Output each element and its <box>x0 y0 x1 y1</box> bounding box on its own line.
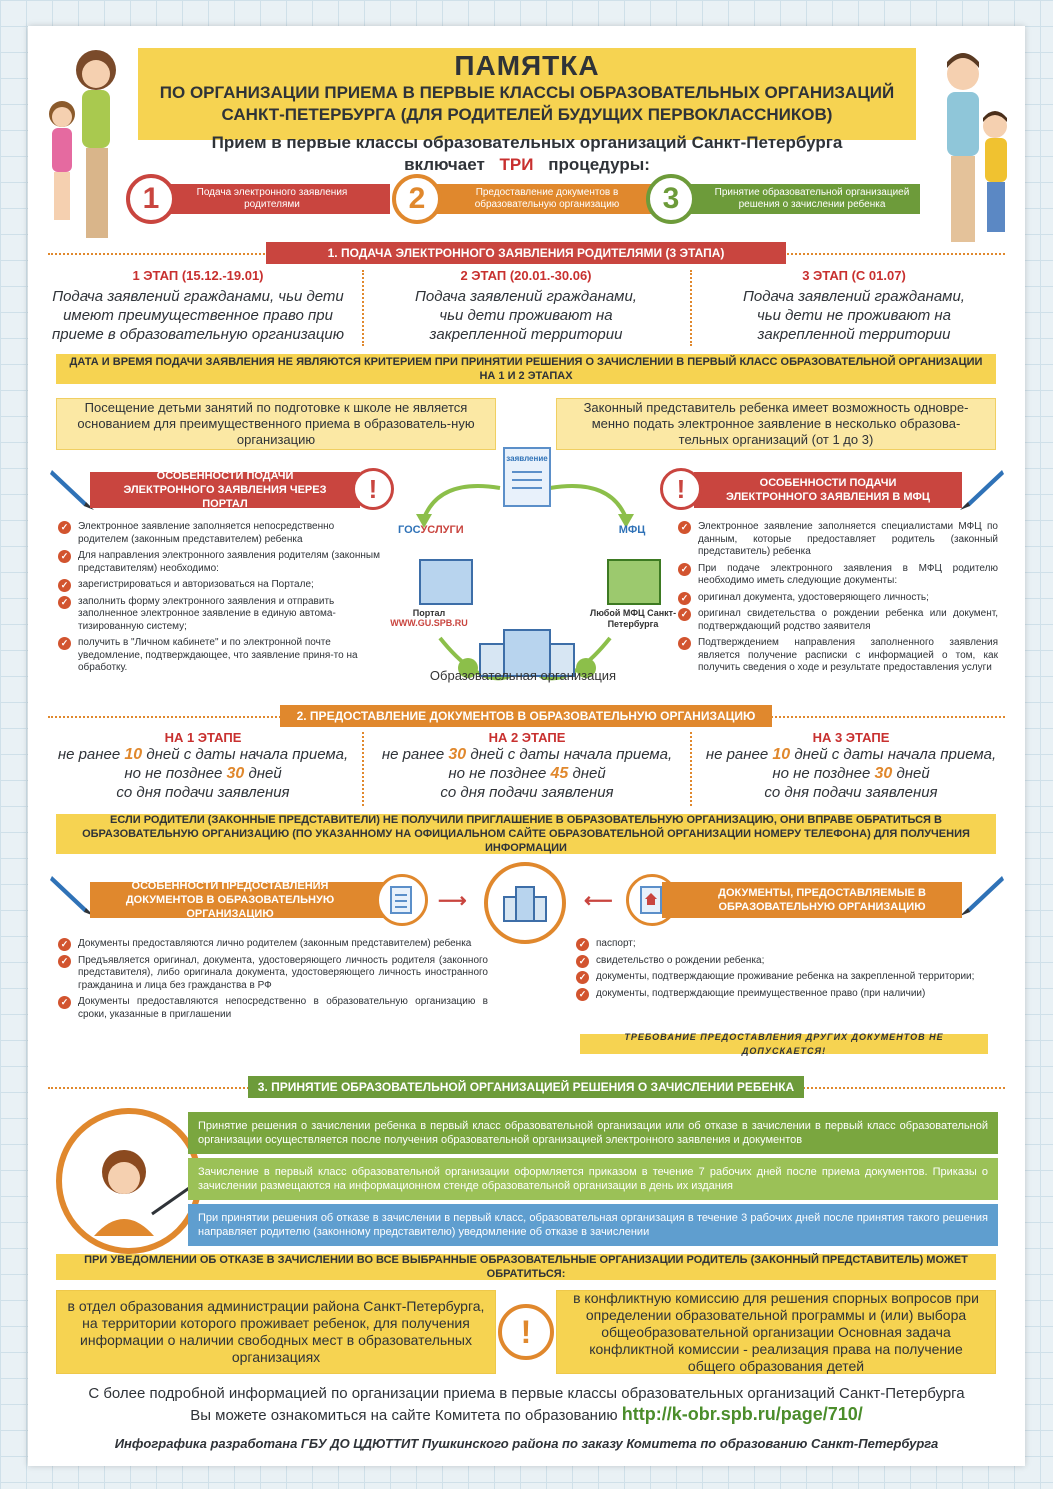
procedure-3-label: Принятие образовательной организацией решения о зачислении ребенка <box>714 187 910 210</box>
intro-includes: включает <box>404 155 485 174</box>
pen-icon <box>48 466 96 512</box>
section-1-title: 1. ПОДАЧА ЭЛЕКТРОННОГО ЗАЯВЛЕНИЯ РОДИТЕЛЯМИ (3 ЭТАПА) <box>266 242 786 264</box>
page-title: ПАМЯТКА <box>454 50 600 81</box>
mfc-label: Любой МФЦ Санкт-Петербурга <box>589 608 677 629</box>
section-2-stage-1-head: НА 1 ЭТАПЕ <box>164 730 242 745</box>
section-1-stage-1-text: Подача заявлений гражданами, чьи дети имеют преимущественное право при приеме в образовательную организацию <box>51 288 345 343</box>
intro-procedures: процедуры: <box>548 155 650 174</box>
section-1-stage-2-head: 2 ЭТАП (20.01.-30.06) <box>460 268 592 283</box>
gosuslugi-logo: ГОСУСЛУГИ <box>398 524 464 536</box>
pen-icon <box>958 872 1006 918</box>
section-2-stage-3-head: НА 3 ЭТАПЕ <box>812 730 890 745</box>
list-item: ✓ Предъявляется оригинал, документа, удостоверяющего личность родителя (законного представителя), либо оригинала документа, удостоверяющего личность иностранного гражданина и лица без гражданства в РФ <box>58 955 488 993</box>
footer-line-1: С более подробной информацией по организации приема в первые классы образовательных организаций Санкт-Петербурга <box>88 1385 965 1402</box>
poster <box>28 26 1025 1466</box>
arrow-left-icon: ⟵ <box>584 890 613 912</box>
document-icon <box>376 874 428 926</box>
footer-credit: Инфографика разработана ГБУ ДО ЦДЮТТИТ Пушкинского района по заказу Комитета по образованию Санкт-Петербурга <box>114 1436 939 1451</box>
application-doc-label: заявление <box>506 454 548 463</box>
intro-three: ТРИ <box>499 155 534 174</box>
divider <box>690 732 692 806</box>
father-son-illustration <box>923 40 1023 250</box>
list-item: ✓ Электронное заявление заполняется непосредственно родителем (законным представителем) ребенка <box>58 521 380 546</box>
section-1-notice: ДАТА И ВРЕМЯ ПОДАЧИ ЗАЯВЛЕНИЯ НЕ ЯВЛЯЮТСЯ КРИТЕРИЕМ ПРИ ПРИНЯТИИ РЕШЕНИЯ О ЗАЧИСЛЕНИИ В ПЕРВЫЙ КЛАСС ОБРАЗОВАТЕЛЬНОЙ ОРГАНИЗАЦИИ НА 1 И 2 ЭТАПАХ <box>56 354 996 384</box>
list-item: ✓ При подаче электронного заявления в МФЦ родителю необходимо иметь следующие документы: <box>678 563 998 588</box>
warning-icon: ! <box>498 1304 554 1360</box>
pen-icon <box>48 872 96 918</box>
section-2-stage-1: НА 1 ЭТАПЕ не ранее 10 дней с даты начала приема, но не позднее 30 дней со дня подачи заявления <box>48 730 358 802</box>
portal-label: Портал <box>412 608 446 618</box>
pen-icon <box>958 466 1006 512</box>
document-features-head: ОСОБЕННОСТИ ПРЕДОСТАВЛЕНИЯ ДОКУМЕНТОВ В ОБРАЗОВАТЕЛЬНУЮ ОРГАНИЗАЦИЮ <box>90 882 390 918</box>
warning-icon: ! <box>352 468 394 510</box>
portal-features-head: ОСОБЕННОСТИ ПОДАЧИ ЭЛЕКТРОННОГО ЗАЯВЛЕНИЯ ЧЕРЕЗ ПОРТАЛ <box>90 472 360 508</box>
committee-link[interactable]: http://k-obr.spb.ru/page/710/ <box>621 1404 863 1424</box>
divider <box>690 270 692 346</box>
procedure-3-bar <box>670 184 920 214</box>
document-features-list <box>58 938 488 1025</box>
list-item: ✓ Электронное заявление заполняется специалистами МФЦ по данным, которые предоставляет родитель (законный представитель) ребенка <box>678 521 998 559</box>
mother-daughter-illustration <box>34 40 134 250</box>
section-2-notice: ЕСЛИ РОДИТЕЛИ (ЗАКОННЫЕ ПРЕДСТАВИТЕЛИ) НЕ ПОЛУЧИЛИ ПРИГЛАШЕНИЕ В ОБРАЗОВАТЕЛЬНУЮ ОРГАНИЗАЦИЮ, ОНИ ВПРАВЕ ОБРАТИТЬСЯ В ОБРАЗОВАТЕЛЬНУЮ ОРГАНИЗАЦИЮ (ПО УКАЗАННОМУ НА ОФИЦИАЛЬНОМ САЙТЕ ОБРАЗОВАТЕЛЬНОЙ ОРГАНИЗАЦИИ НОМЕРУ ТЕЛЕФОНА) ДЛЯ ПОЛУЧЕНИЯ ИНФОРМАЦИИ <box>56 814 996 854</box>
section-1-stage-3-head: 3 ЭТАП (С 01.07) <box>802 268 906 283</box>
list-item: ✓ Для направления электронного заявления родителям (законным представителям) необходимо: <box>58 550 380 575</box>
portal-url: WWW.GU.SPB.RU <box>390 618 468 628</box>
contact-conflict-commission: в конфликтную комиссию для решения спорных вопросов при определении образовательной программы и (или) выбора общеобразовательной организации Основная задача конфликтной комиссии - реализация права на получение общего образования детей <box>556 1290 996 1374</box>
documents-warning: ТРЕБОВАНИЕ ПРЕДОСТАВЛЕНИЯ ДРУГИХ ДОКУМЕНТОВ НЕ ДОПУСКАЕТСЯ! <box>580 1034 988 1054</box>
procedure-2-number: 2 <box>392 174 442 224</box>
portal-features-list <box>58 521 380 679</box>
list-item: ✓ оригинал свидетельства о рождении ребенка или документ, подтверждающий родство заявителя <box>678 608 998 633</box>
list-item: ✓ паспорт; <box>576 938 1000 951</box>
intro-line-1: Прием в первые классы образовательных организаций Санкт-Петербурга <box>211 133 843 152</box>
procedure-1-bar <box>154 184 390 214</box>
section-3-notice: ПРИ УВЕДОМЛЕНИИ ОБ ОТКАЗЕ В ЗАЧИСЛЕНИИ ВО ВСЕ ВЫБРАННЫЕ ОБРАЗОВАТЕЛЬНЫЕ ОРГАНИЗАЦИИ РОДИТЕЛЬ (ЗАКОННЫЙ ПРЕДСТАВИТЕЛЬ) МОЖЕТ ОБРАТИТЬСЯ: <box>56 1254 996 1280</box>
intro-line-2 <box>138 154 916 176</box>
list-item: ✓ свидетельство о рождении ребенка; <box>576 955 1000 968</box>
required-documents-list <box>576 938 1000 1004</box>
application-flow-diagram <box>380 438 670 698</box>
list-item: ✓ документы, подтверждающие проживание ребенка на закрепленной территории; <box>576 971 1000 984</box>
page-subtitle-1: ПО ОРГАНИЗАЦИИ ПРИЕМА В ПЕРВЫЕ КЛАССЫ ОБРАЗОВАТЕЛЬНЫХ ОРГАНИЗАЦИЙ <box>159 83 895 102</box>
list-item: ✓ Документы предоставляются лично родителем (законным представителем) ребенка <box>58 938 488 951</box>
footer-line-2: Вы можете ознакомиться на сайте Комитета по образованию http://k-obr.spb.ru/page/710/ <box>190 1404 863 1424</box>
list-item: ✓ Документы предоставляются непосредственно в образовательную организацию в сроки, указанные в приглашении <box>58 996 488 1021</box>
list-item: ✓ Подтверждением направления заполненного заявления является получение расписки с информацией о том, как получить сведения о ходе и результате предоставления услуги <box>678 637 998 675</box>
list-item: ✓ оригинал документа, удостоверяющего личность; <box>678 592 998 605</box>
divider <box>362 732 364 806</box>
mfc-features-head: ОСОБЕННОСТИ ПОДАЧИ ЭЛЕКТРОННОГО ЗАЯВЛЕНИЯ В МФЦ <box>694 472 962 508</box>
procedure-2-label: Предоставление документов в образовательную организацию <box>474 187 620 210</box>
divider <box>362 270 364 346</box>
contact-education-department: в отдел образования администрации района Санкт-Петербурга, на территории которого проживает ребенок, для получения информации о наличии свободных мест в образовательных организациях <box>56 1290 496 1374</box>
list-item: ✓ зарегистрироваться и авторизоваться на Портале; <box>58 579 380 592</box>
building-icon <box>484 862 566 944</box>
section-2-stage-2: НА 2 ЭТАПЕ не ранее 30 дней с даты начала приема, но не позднее 45 дней со дня подачи заявления <box>372 730 682 802</box>
section-1-stage-3-text: Подача заявлений гражданами, чьи дети не проживают на закрепленной территории <box>743 288 965 343</box>
mfc-title: МФЦ <box>618 524 646 536</box>
mfc-features-list <box>678 521 998 679</box>
teacher-illustration <box>54 1106 204 1256</box>
section-2-stage-2-head: НА 2 ЭТАПЕ <box>488 730 566 745</box>
warning-icon: ! <box>660 468 702 510</box>
note-school-prep: Посещение детьми занятий по подготовке к школе не является основанием для преимущественного приема в образователь-ную организацию <box>56 398 496 450</box>
decision-info-bar-3: При принятии решения об отказе в зачислении в первый класс, образовательная организация в течение 3 рабочих дней после принятия такого решения направляет родителю (законному представителю) уведомление об отказе в зачислении <box>188 1204 998 1246</box>
procedure-2-bar <box>416 184 656 214</box>
arrow-right-icon: ⟶ <box>438 890 467 912</box>
required-documents-head: ДОКУМЕНТЫ, ПРЕДОСТАВЛЯЕМЫЕ В ОБРАЗОВАТЕЛЬНУЮ ОРГАНИЗАЦИЮ <box>662 882 962 918</box>
procedure-3-number: 3 <box>646 174 696 224</box>
list-item: ✓ получить в "Личном кабинете" и по электронной почте уведомление, подтверждающее, что заявление приня-то на обработку. <box>58 637 380 675</box>
decision-info-bar-1: Принятие решения о зачислении ребенка в первый класс образовательной организации или об отказе в зачислении в первый класс образовательной организации осуществляется после получения образовательной организацией электронного заявления и документов <box>188 1112 998 1154</box>
procedure-1-label: Подача электронного заявления родителями <box>196 187 348 210</box>
school-label: Образовательная организация <box>429 668 617 683</box>
section-3-title: 3. ПРИНЯТИЕ ОБРАЗОВАТЕЛЬНОЙ ОРГАНИЗАЦИЕЙ РЕШЕНИЯ О ЗАЧИСЛЕНИИ РЕБЕНКА <box>248 1076 804 1098</box>
section-1-stage-2-text: Подача заявлений гражданами, чьи дети проживают на закрепленной территории <box>415 288 637 343</box>
page-subtitle-2: САНКТ-ПЕТЕРБУРГА (ДЛЯ РОДИТЕЛЕЙ БУДУЩИХ ПЕРВОКЛАССНИКОВ) <box>221 105 833 124</box>
procedure-1-number: 1 <box>126 174 176 224</box>
section-2-stage-3: НА 3 ЭТАПЕ не ранее 10 дней с даты начала приема, но не позднее 30 дней со дня подачи заявления <box>696 730 1006 802</box>
decision-info-bar-2: Зачисление в первый класс образовательной организации оформляется приказом в течение 7 рабочих дней после приема документов. Приказы о зачислении размещаются на информационном стенде образовательной организации в день их издания <box>188 1158 998 1200</box>
section-2-title: 2. ПРЕДОСТАВЛЕНИЕ ДОКУМЕНТОВ В ОБРАЗОВАТЕЛЬНУЮ ОРГАНИЗАЦИЮ <box>280 705 772 727</box>
section-1-stage-1-head: 1 ЭТАП (15.12.-19.01) <box>132 268 264 283</box>
note-multiple-applications: Законный представитель ребенка имеет возможность одновре-менно подать электронное заявление в несколько образова-тельных организаций (от 1 до 3) <box>556 398 996 450</box>
list-item: ✓ заполнить форму электронного заявления и отправить заполненное электронное заявление в единую автома-тизированную систему; <box>58 596 380 634</box>
list-item: ✓ документы, подтверждающие преимущественное право (при наличии) <box>576 988 1000 1001</box>
